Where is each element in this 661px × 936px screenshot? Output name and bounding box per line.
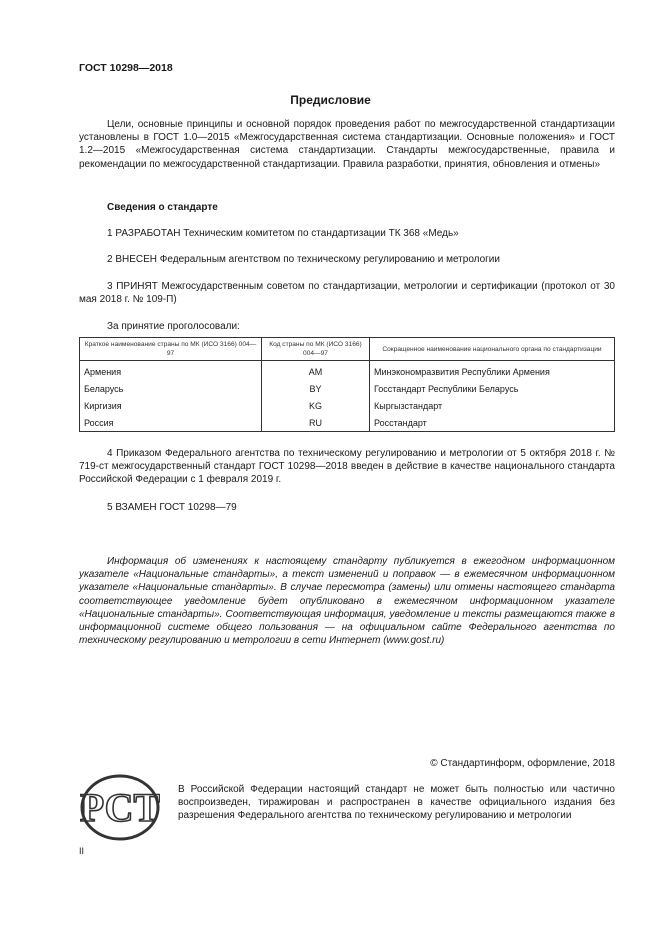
intro-paragraph: Цели, основные принципы и основной порядок проведения работ по межгосударственной стандартизации установлены в ГОСТ 1.0—2015 «Межгосударственная система стандартизации. Основные положения» и ГОСТ 1.2—2015 «Межгосударственная система стандартизации. Стандарты межгосударственные, правила и рекомендации по межгосударственной стандартизации. Правила разработки, принятия, обновления и отмены» xyxy=(79,119,615,170)
cell-code: BY xyxy=(262,380,370,397)
copyright-line: © Стандартинформ, оформление, 2018 xyxy=(430,758,615,769)
cell-country: Беларусь xyxy=(80,380,262,397)
table-header-row xyxy=(80,338,615,361)
document-code: ГОСТ 10298—2018 xyxy=(79,62,173,74)
cell-code: RU xyxy=(262,414,370,432)
rights-notice: В Российской Федерации настоящий стандарт не может быть полностью или частично воспроизведен, тиражирован и распространен в качестве официального издания без разрешения Федерального агентства по техническому регулированию и метрологии xyxy=(178,784,615,822)
page-title: Предисловие xyxy=(290,93,371,107)
item-introduced: 2 ВНЕСЕН Федеральным агентством по техническому регулированию и метрологии xyxy=(107,254,500,265)
header-national-body: Сокращенное наименование национального органа по стандартизации xyxy=(370,338,615,361)
table-row xyxy=(80,380,615,397)
cell-country: Россия xyxy=(80,414,262,432)
table-row xyxy=(80,397,615,414)
page-number: II xyxy=(79,846,85,856)
header-country-name: Краткое наименование страны по МК (ИСО 3166) 004—97 xyxy=(80,338,262,361)
cell-body: Росстандарт xyxy=(370,414,615,432)
votes-label: За принятие проголосовали: xyxy=(107,321,240,332)
cell-body: Кыргызстандарт xyxy=(370,397,615,414)
cell-code: KG xyxy=(262,397,370,414)
changes-notice: Информация об изменениях к настоящему стандарту публикуется в ежегодном информационном указателе «Национальные стандарты», а текст изменений и поправок — в ежемесячном информационном указателе «Национальные стандарты». В случае пересмотра (замены) или отмены настоящего стандарта соответствующее уведомление будет опубликовано в ежемесячном информационном указателе «Национальные стандарты». Соответствующая информация, уведомление и тексты размещаются также в информационной системе общего пользования — на официальном сайте Федерального агентства по техническому регулированию и метрологии в сети Интернет (www.gost.ru) xyxy=(79,556,615,647)
cell-country: Армения xyxy=(80,361,262,381)
cell-body: Минэкономразвития Республики Армения xyxy=(370,361,615,381)
item-adopted: 3 ПРИНЯТ Межгосударственным советом по стандартизации, метрологии и сертификации (протокол от 30 мая 2018 г. № 109-П) xyxy=(79,281,615,306)
table-row xyxy=(80,414,615,432)
votes-table xyxy=(79,337,615,432)
cell-code: AM xyxy=(262,361,370,381)
item-enacted: 4 Приказом Федерального агентства по техническому регулированию и метрологии от 5 октября 2018 г. № 719-ст межгосударственный стандарт ГОСТ 10298—2018 введен в действие в качестве национального стандарта Российской Федерации с 1 февраля 2019 г. xyxy=(79,448,615,486)
cell-body: Госстандарт Республики Беларусь xyxy=(370,380,615,397)
header-country-code: Код страны по МК (ИСО 3166) 004—97 xyxy=(262,338,370,361)
rst-certification-logo-icon xyxy=(80,774,160,841)
cell-country: Киргизия xyxy=(80,397,262,414)
item-replaces: 5 ВЗАМЕН ГОСТ 10298—79 xyxy=(107,502,237,513)
item-developed: 1 РАЗРАБОТАН Техническим комитетом по стандартизации ТК 368 «Медь» xyxy=(107,228,459,239)
info-heading: Сведения о стандарте xyxy=(107,202,218,213)
logo-lettering: РСТ xyxy=(80,785,160,830)
table-row xyxy=(80,361,615,381)
